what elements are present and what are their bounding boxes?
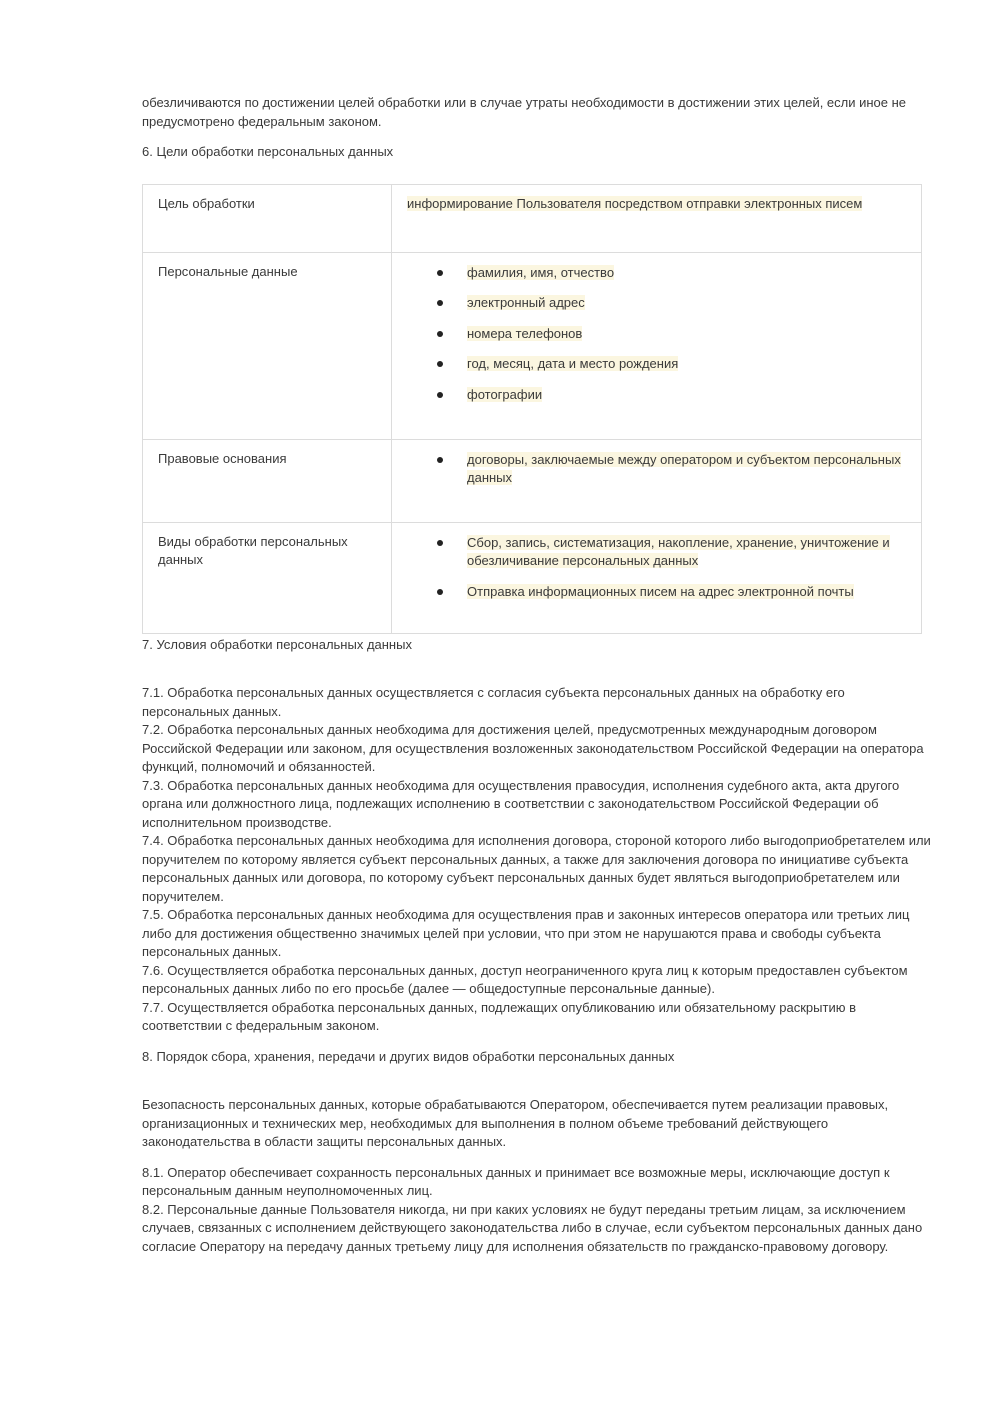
goal-cell: [392, 184, 922, 252]
legal-cell: [392, 439, 922, 522]
spacer: [142, 654, 932, 684]
clause-7-2: 7.2. Обработка персональных данных необходима для достижения целей, предусмотренных международным договором Российской Федерации или законом, для осуществления возложенных законодательством Российской Федерации на оператора функций, полномочий и обязанностей.: [142, 722, 924, 774]
spacer: [142, 1066, 932, 1096]
list-item: [467, 386, 907, 405]
list-item: [467, 325, 907, 344]
clause-7-6: 7.6. Осуществляется обработка персональных данных, доступ неограниченного круга лиц к которым предоставлен субъектом персональных данных либо по его просьбе (далее — общедоступные персональные данные).: [142, 962, 908, 996]
list-item: [467, 264, 907, 283]
table-row: [143, 522, 922, 633]
types-list: [407, 534, 907, 602]
section-6-title: 6. Цели обработки персональных данных: [142, 144, 394, 159]
table-row: [143, 252, 922, 439]
spacer: [142, 1036, 932, 1048]
list-item-text: электронный адрес: [467, 295, 585, 310]
list-item-text: год, месяц, дата и место рождения: [467, 356, 679, 371]
clause-7-1: 7.1. Обработка персональных данных осуществляется с согласия субъекта персональных данных на обработку его персональных данных.: [142, 685, 845, 719]
data-list: [407, 264, 907, 405]
table-row: [143, 184, 922, 252]
table-row: [143, 439, 922, 522]
legal-label: Правовые основания: [143, 439, 392, 522]
list-item-text: фотографии: [467, 386, 543, 402]
intro-paragraph: обезличиваются по достижении целей обработки или в случае утраты необходимости в достижении этих целей, если иное не предусмотрено федеральным законом.: [142, 95, 907, 129]
goal-value: информирование Пользователя посредством отправки электронных писем: [407, 195, 863, 211]
goal-label: Цель обработки: [143, 184, 392, 252]
clause-8-2: 8.2. Персональные данные Пользователя никогда, ни при каких условиях не будут переданы третьим лицам, за исключением случаев, связанных с исполнением действующего законодательства либо в случае, если субъектом персональных данных дано согласие Оператору на передачу данных третьему лицу для исполнения обязательств по гражданско-правовому договору.: [142, 1201, 923, 1254]
data-label: Персональные данные: [143, 252, 392, 439]
list-item-text: номера телефонов: [467, 325, 583, 341]
legal-list: [407, 451, 907, 488]
types-cell: [392, 522, 922, 633]
list-item: [467, 294, 907, 313]
clause-7-3: 7.3. Обработка персональных данных необходима для осуществления правосудия, исполнения судебного акта, акта другого органа или должностного лица, подлежащих исполнению в соответствии с законодательством Российской Федерации об исполнительном производстве.: [142, 777, 900, 830]
section-8-title: 8. Порядок сбора, хранения, передачи и других видов обработки персональных данных: [142, 1048, 675, 1064]
list-item-text: фамилия, имя, отчество: [467, 264, 615, 280]
clause-7-5: 7.5. Обработка персональных данных необходима для осуществления прав и законных интересов оператора или третьих лиц либо для достижения общественно значимых целей при условии, что при этом не нарушаются права и свободы субъекта персональных данных.: [142, 907, 910, 959]
section-8-intro: Безопасность персональных данных, которые обрабатываются Оператором, обеспечивается путем реализации правовых, организационных и технических мер, необходимых для выполнения в полном объеме требований действующего законодательства в области защиты персональных данных.: [142, 1097, 889, 1149]
list-item: [467, 451, 907, 488]
types-label: Виды обработки персональных данных: [143, 522, 392, 633]
section-7-title: 7. Условия обработки персональных данных: [142, 636, 412, 652]
document-page: [142, 94, 932, 1256]
spacer: [142, 1152, 932, 1164]
list-item: [467, 355, 907, 374]
list-item-text: договоры, заключаемые между оператором и субъектом персональных данных: [467, 451, 901, 485]
clause-7-7: 7.7. Осуществляется обработка персональных данных, подлежащих опубликованию или обязательному раскрытию в соответствии с федеральным законом.: [142, 999, 856, 1033]
list-item: [467, 534, 907, 571]
data-cell: [392, 252, 922, 439]
clause-7-4: 7.4. Обработка персональных данных необходима для исполнения договора, стороной которого либо выгодоприобретателем или поручителем по которому является субъект персональных данных, а также для заключения договора по инициативе субъекта персональных данных или договора, по которому субъект персональных данных будет являться выгодоприобретателем или поручителем.: [142, 833, 931, 904]
list-item-text: Сбор, запись, систематизация, накопление, хранение, уничтожение и обезличивание персональных данных: [467, 534, 890, 568]
clause-8-1: 8.1. Оператор обеспечивает сохранность персональных данных и принимает все возможные меры, исключающие доступ к персональным данным неуполномоченных лиц.: [142, 1164, 890, 1198]
list-item-text: Отправка информационных писем на адрес электронной почты: [467, 583, 854, 599]
list-item: [467, 583, 907, 602]
processing-goals-table: [142, 184, 922, 634]
